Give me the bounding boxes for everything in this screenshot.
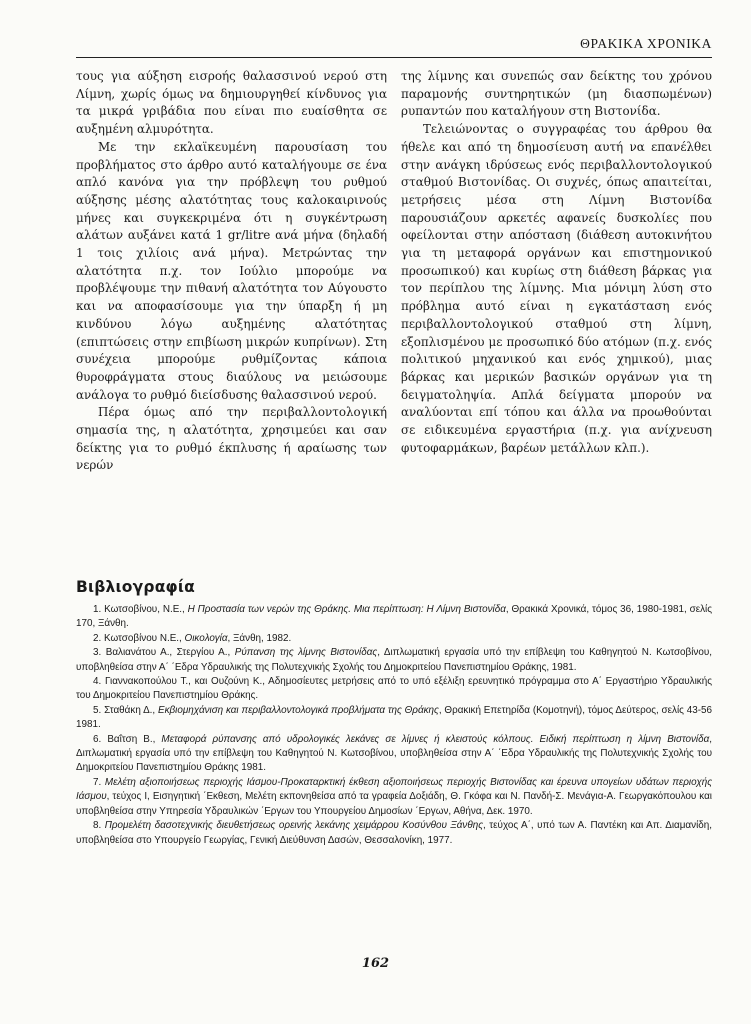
bibliography-item: 5. Σταθάκη Δ., Εκβιομηχάνιση και περιβαλλοντολογικά προβλήματα της Θράκης, Θρακική Επετηρίδα (Κομοτηνή), τόμος Δεύτερος, σελίς 43-56 1981. — [76, 704, 712, 731]
paragraph: της λίμνης και συνεπώς σαν δείκτης του χρόνου παραμονής συντηρητικών (μη διασπωμένων) ρυπαντών που καταλήγουν στη Βιστονίδα. — [401, 69, 712, 119]
paragraph: Με την εκλαϊκευμένη παρουσίαση του προβλήματος στο άρθρο αυτό καταλήγουμε σε ένα απλό κανόνα για την πρόβλεψη του ρυθμού αύξησης μέσης αλατότητας τους καλοκαιρινούς μήνες και συγκεκριμένα ότι η συγκέντρωση αλάτων αυξάνει κατά 1 gr/litre ανά μήνα (δηλαδή 1 τοις χιλίοις ανά μήνα). Μετρώντας την αλατότητα π.χ. τον Ιούλιο μπορούμε να προβλέψουμε την πιθανή αλατότητα τον Αύγουστο και να αποφασίσουμε για την ύπαρξη ή μη κινδύνου λόγω αυξημένης αλατότητας (επιπτώσεις στην επιβίωση μικρών κυπρίνων). Στη συνέχεια μπορούμε ρυθμίζοντας κάποια θυροφράγματα στους διαύλους να μειώσουμε ανάλογα το ρυθμό διείσδυσης θαλασσινού νερού. — [76, 139, 387, 402]
bibliography-list — [76, 603, 712, 848]
bibliography-item: 7. Μελέτη αξιοποιήσεως περιοχής Ιάσμου-Προκαταρκτική έκθεση αξιοποιήσεως περιοχής Βιστονίδας και έρευνα υπογείων υδάτων περιοχής Ιάσμου, τεύχος Ι, Εισηγητική ΄Εκθεση, Μελέτη εκπονηθείσα από τα γραφεία Δοξιάδη, Θ. Γκόφα και Ν. Πανδή-Σ. Μενάγια-Α. Γεωργακόπουλου και υποβληθείσα στην Υπηρεσία Υδραυλικών ΄Εργων του Υπουργείου Δημοσίων ΄Εργων, Αθήνα, Δεκ. 1970. — [76, 776, 712, 817]
body-columns — [76, 68, 712, 475]
paragraph: Πέρα όμως από την περιβαλλοντολογική σημασία της, η αλατότητα, χρησιμεύει και σαν δείκτης για το ρυθμό έκπλυσης ή αραίωσης των νερών — [76, 405, 387, 473]
running-header: ΘΡΑΚΙΚΑ ΧΡΟΝΙΚΑ — [580, 36, 712, 51]
bibliography-item: 8. Προμελέτη δασοτεχνικής διευθετήσεως ορεινής λεκάνης χειμάρρου Κοσύνθου Ξάνθης, τεύχος Α΄, υπό των Α. Παντέκη και Απ. Διαμανίδη, υποβληθείσα στο Υπουργείο Γεωργίας, Γενική Διεύθυνση Δασών, Θεσσαλονίκη, 1977. — [76, 820, 712, 846]
bibliography-item: 2. Κωτσοβίνου Ν.Ε., Οικολογία, Ξάνθη, 1982. — [93, 632, 292, 644]
bibliography-item: 1. Κωτσοβίνου, Ν.Ε., Η Προστασία των νερών της Θράκης. Μια περίπτωση: Η Λίμνη Βιστονίδα, Θρακικά Χρονικά, τόμος 36, 1980-1981, σελίς 170, Ξάνθη. — [76, 604, 712, 630]
bibliography-heading: Βιβλιογραφία — [76, 578, 195, 596]
bibliography-item: 6. Βαΐτση Β., Μεταφορά ρύπανσης από υδρολογικές λεκάνες σε λίμνες ή κλειστούς κόλπους. Ειδική περίπτωση η λίμνη Βιστονίδα, Διπλωματική εργασία υπό την επίβλεψη του Καθηγητού Ν. Κωτσοβίνου, υποβληθείσα στην Α΄ ΄Εδρα Υδραυλικής της Πολυτεχνικής Σχολής του Δημοκριτείου Πανεπιστημίου Θράκης 1981. — [76, 733, 712, 774]
bibliography-item: 4. Γιαννακοπούλου Τ., και Ουζούνη Κ., Αδημοσίευτες μετρήσεις από το υπό εξέλιξη ερευνητικό πρόγραμμα στο Α΄ Εργαστήριο Υδραυλικής του Δημοκριτείου Πανεπιστημίου Θράκης. — [76, 676, 712, 702]
right-column — [401, 68, 712, 475]
paragraph: τους για αύξηση εισροής θαλασσινού νερού στη Λίμνη, χωρίς όμως να δημιουργηθεί κίνδυνος για τα μικρά γριβάδια που είναι πιο ευαίσθητα σε αυξημένη αλμυρότητα. — [76, 69, 387, 137]
left-column — [76, 68, 387, 475]
header-rule — [76, 57, 712, 58]
paragraph: Τελειώνοντας ο συγγραφέας του άρθρου θα ήθελε και από τη δημοσίευση αυτή να επανέλθει στην ανάγκη ιδρύσεως ενός περιβαλλοντολογικού σταθμού Βιστονίδας. Οι συχνές, όπως απαιτείται, μετρήσεις μέσα στη Λίμνη Βιστονίδα παρουσιάζουν αρκετές αφανείς δυσκολίες που οφείλονται στην απόσταση (διάθεση αυτοκινήτου για τη μεταφορά οργάνων και επιστημονικού προσωπικού) και κυρίως στη διάθεση βάρκας για τον περίπλου της λίμνης. Μια μόνιμη λύση στο πρόβλημα αυτό είναι η εγκατάσταση ενός περιβαλλοντολογικού σταθμού στη λίμνη, εξοπλισμένου με προσωπικό δύο ατόμων (π.χ. ενός πολιτικού μηχανικού και ενός χημικού), μιας βάρκας και μερικών βασικών οργάνων για τη δειγματοληψία. Απλά δείγματα μπορούν να αναλύονται επί τόπου και άλλα να προωθούνται σε ειδικευμένα εργαστήρια (π.χ. για ανίχνευση φυτοφαρμάκων, βαρέων μετάλλων κλπ.). — [401, 122, 712, 455]
bibliography-item: 3. Βαλιανάτου Α., Στεργίου Α., Ρύπανση της λίμνης Βιστονίδας, Διπλωματική εργασία υπό την επίβλεψη του Καθηγητού Ν. Κωτσοβίνου, υποβληθείσα στην Α΄ ΄Εδρα Υδραυλικής της Πολυτεχνικής Σχολής του Δημοκριτείου Πανεπιστημίου Θράκης, 1981. — [76, 647, 712, 673]
page-number: 162 — [361, 956, 390, 971]
